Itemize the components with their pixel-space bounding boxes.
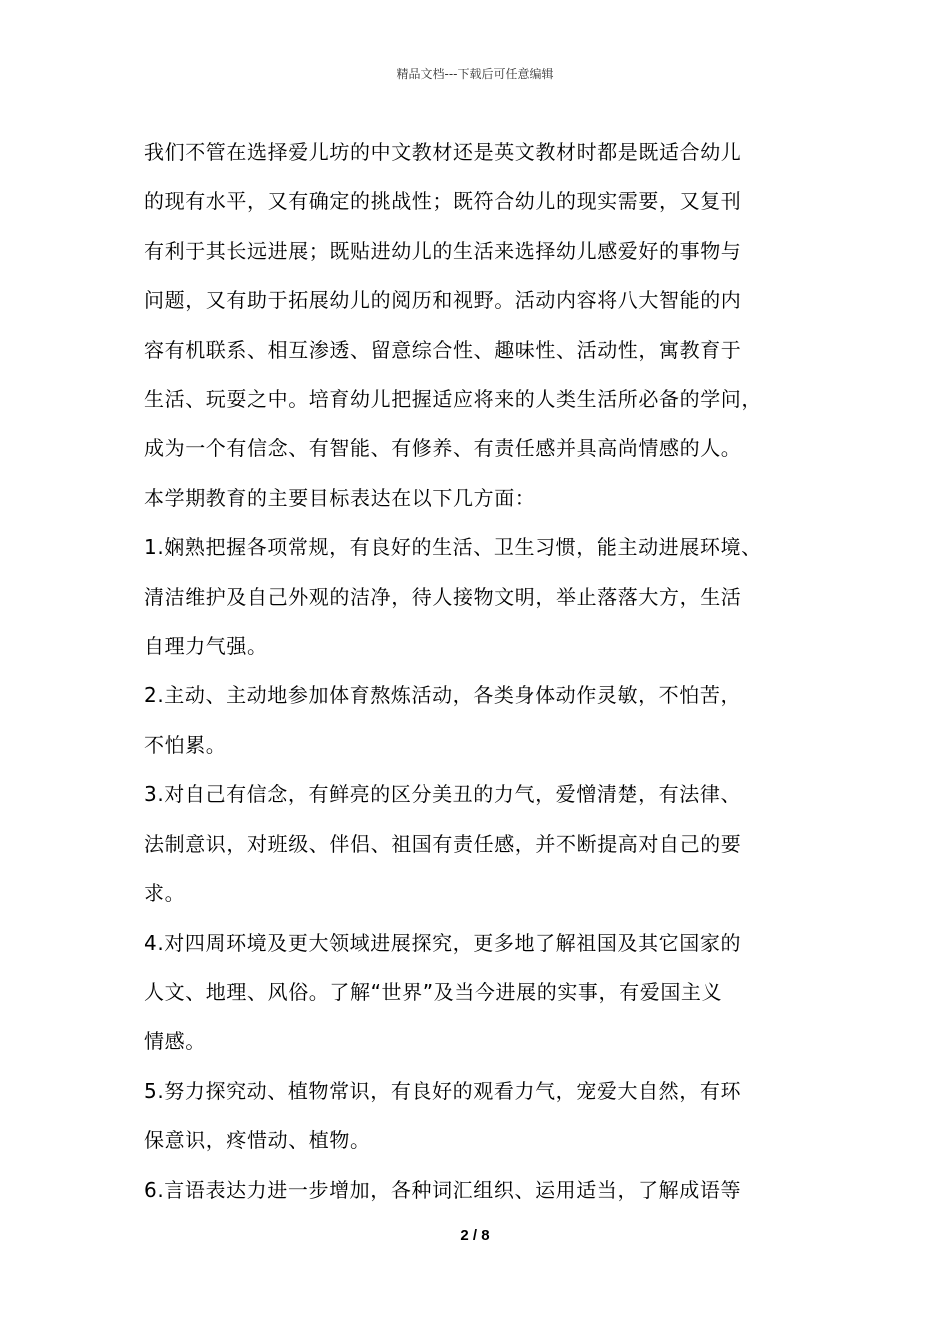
document-body bbox=[144, 128, 824, 1215]
body-line: 2.主动、主动地参加体育熬炼活动，各类身体动作灵敏，不怕苦， bbox=[144, 683, 742, 708]
body-line: 人文、地理、风俗。了解“世界”及当今进展的实事，有爱国主义 bbox=[144, 979, 723, 1004]
body-line: 保意识，疼惜动、植物。 bbox=[144, 1128, 371, 1153]
body-line: 1.娴熟把握各项常规，有良好的生活、卫生习惯，能主动进展环境、 bbox=[144, 535, 762, 560]
body-line: 的现有水平，又有确定的挑战性；既符合幼儿的现实需要，又复刊 bbox=[144, 189, 742, 214]
body-line: 不怕累。 bbox=[144, 732, 227, 757]
body-line: 清洁维护及自己外观的洁净，待人接物文明，举止落落大方，生活 bbox=[144, 584, 742, 609]
body-line: 自理力气强。 bbox=[144, 634, 268, 659]
body-line: 5.努力探究动、植物常识，有良好的观看力气，宠爱大自然，有环 bbox=[144, 1078, 742, 1103]
body-line: 求。 bbox=[144, 881, 186, 906]
body-line: 6.言语表达力进一步增加，各种词汇组织、运用适当，了解成语等 bbox=[144, 1177, 742, 1202]
body-line: 法制意识，对班级、伴侣、祖国有责任感，并不断提高对自己的要 bbox=[144, 831, 742, 856]
page-number: 2 / 8 bbox=[460, 1227, 490, 1244]
body-line: 有利于其长远进展；既贴进幼儿的生活来选择幼儿感爱好的事物与 bbox=[144, 238, 742, 263]
body-line: 生活、玩耍之中。培育幼儿把握适应将来的人类生活所必备的学问， bbox=[144, 387, 762, 412]
page-header: 精品文档---下载后可任意编辑 bbox=[396, 67, 554, 81]
body-line: 成为一个有信念、有智能、有修养、有责任感并具高尚情感的人。 bbox=[144, 436, 742, 461]
body-line: 情感。 bbox=[144, 1029, 206, 1054]
body-line: 问题，又有助于拓展幼儿的阅历和视野。活动内容将八大智能的内 bbox=[144, 288, 742, 313]
body-line: 4.对四周环境及更大领域进展探究，更多地了解祖国及其它国家的 bbox=[144, 930, 742, 955]
body-line: 本学期教育的主要目标表达在以下几方面： bbox=[144, 485, 536, 510]
body-line: 3.对自己有信念，有鲜亮的区分美丑的力气，爱憎清楚，有法律、 bbox=[144, 782, 742, 807]
body-line: 我们不管在选择爱儿坊的中文教材还是英文教材时都是既适合幼儿 bbox=[144, 140, 742, 164]
body-line: 容有机联系、相互渗透、留意综合性、趣味性、活动性，寓教育于 bbox=[144, 337, 742, 362]
